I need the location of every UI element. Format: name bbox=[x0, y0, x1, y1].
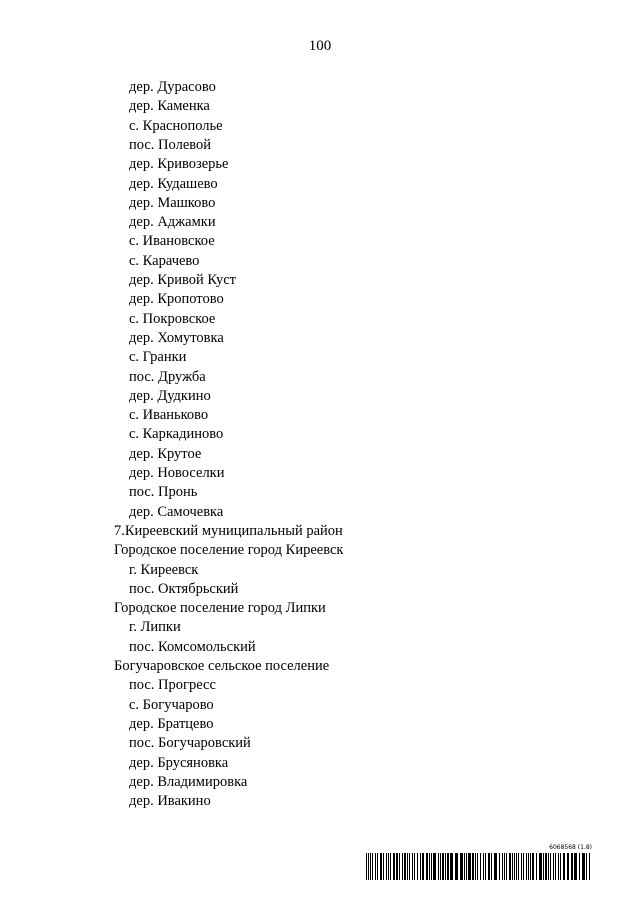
barcode-bar bbox=[516, 853, 517, 880]
settlement-item: с. Богучарово bbox=[129, 696, 214, 713]
section-heading: Городское поселение город Киреевск bbox=[114, 542, 344, 559]
barcode-bar bbox=[396, 853, 398, 880]
section-heading: Богучаровское сельское поселение bbox=[114, 658, 330, 674]
barcode-bar bbox=[383, 853, 384, 880]
barcode-bar bbox=[509, 853, 511, 880]
settlement-item: дер. Дудкино bbox=[129, 387, 211, 404]
barcode-bar bbox=[440, 853, 441, 880]
settlement-item: пос. Комсомольский bbox=[129, 638, 256, 655]
barcode-bar bbox=[370, 853, 371, 880]
barcode-bar bbox=[368, 853, 369, 880]
barcode-bar bbox=[589, 853, 590, 880]
barcode-bar bbox=[586, 853, 587, 880]
settlement-item: пос. Октябрьский bbox=[129, 580, 239, 597]
barcode-bar bbox=[543, 853, 544, 880]
settlement-item: дер. Аджамки bbox=[129, 214, 216, 231]
barcode-bar bbox=[504, 853, 505, 880]
barcode-bar bbox=[528, 853, 529, 880]
barcode-bar bbox=[491, 853, 492, 880]
settlement-item: дер. Брусяновка bbox=[129, 754, 229, 771]
barcode-bar bbox=[512, 853, 513, 880]
barcode-bar bbox=[472, 853, 474, 880]
barcode-bar bbox=[545, 853, 547, 880]
barcode-bar bbox=[404, 853, 406, 880]
settlement-item: с. Каркадиново bbox=[129, 426, 224, 443]
barcode-bar bbox=[555, 853, 556, 880]
barcode-bar bbox=[466, 853, 467, 880]
settlement-item: с. Карачево bbox=[129, 252, 200, 269]
barcode-bar bbox=[375, 853, 376, 880]
settlement-item: пос. Пронь bbox=[129, 484, 198, 501]
barcode-bar bbox=[414, 853, 415, 880]
barcode-bar bbox=[438, 853, 439, 880]
barcode-image bbox=[366, 853, 592, 880]
settlement-item: дер. Братцево bbox=[129, 715, 214, 732]
barcode-bar bbox=[488, 853, 490, 880]
barcode-bar bbox=[582, 853, 585, 880]
barcode-bar bbox=[480, 853, 481, 880]
settlement-item: дер. Ивакино bbox=[129, 793, 211, 810]
settlement-item: дер. Кудашево bbox=[129, 175, 218, 192]
barcode-bar bbox=[579, 853, 580, 880]
barcode-bar bbox=[366, 853, 367, 880]
barcode-bar bbox=[550, 853, 551, 880]
barcode-bar bbox=[420, 853, 421, 880]
barcode-bar bbox=[422, 853, 424, 880]
barcode-bar bbox=[442, 853, 444, 880]
barcode-bar bbox=[536, 853, 537, 880]
barcode-bar bbox=[450, 853, 453, 880]
barcode-bar bbox=[560, 853, 561, 880]
settlement-item: дер. Кропотово bbox=[129, 291, 224, 308]
settlement-item: дер. Каменка bbox=[129, 98, 210, 115]
barcode-bar bbox=[483, 853, 484, 880]
barcode-bar bbox=[402, 853, 403, 880]
barcode-bar bbox=[380, 853, 382, 880]
barcode-caption: 6068568 (1.8) bbox=[549, 844, 592, 851]
settlement-item: дер. Машково bbox=[129, 194, 216, 211]
barcode-bar bbox=[539, 853, 542, 880]
barcode-bar bbox=[567, 853, 569, 880]
barcode-bar bbox=[455, 853, 458, 880]
barcode-bar bbox=[558, 853, 559, 880]
barcode-bar bbox=[526, 853, 527, 880]
barcode-bar bbox=[393, 853, 395, 880]
barcode-bar bbox=[523, 853, 524, 880]
barcode-bar bbox=[390, 853, 391, 880]
settlement-item: дер. Самочевка bbox=[129, 503, 224, 520]
barcode-bar bbox=[372, 853, 373, 880]
barcode-bar bbox=[530, 853, 531, 880]
barcode-block bbox=[366, 844, 592, 880]
barcode-bar bbox=[409, 853, 410, 880]
barcode-bar bbox=[388, 853, 389, 880]
page-number: 100 bbox=[308, 38, 332, 54]
settlement-item: дер. Владимировка bbox=[129, 773, 248, 790]
barcode-bar bbox=[399, 853, 400, 880]
barcode-bar bbox=[412, 853, 413, 880]
settlement-item: дер. Крутое bbox=[129, 445, 202, 462]
barcode-bar bbox=[468, 853, 471, 880]
barcode-bar bbox=[377, 853, 378, 880]
barcode-bar bbox=[460, 853, 463, 880]
section-heading: 7.Киреевский муниципальный район bbox=[114, 522, 343, 539]
settlement-item: пос. Прогресс bbox=[129, 677, 216, 694]
settlement-item: дер. Дурасово bbox=[129, 79, 216, 95]
barcode-bar bbox=[494, 853, 497, 880]
barcode-bar bbox=[433, 853, 436, 880]
barcode-bar bbox=[426, 853, 428, 880]
barcode-bar bbox=[518, 853, 519, 880]
settlement-item: пос. Полевой bbox=[129, 136, 212, 153]
settlement-item: дер. Хомутовка bbox=[129, 329, 224, 346]
barcode-bar bbox=[506, 853, 507, 880]
barcode-bar bbox=[407, 853, 408, 880]
barcode-bar bbox=[477, 853, 478, 880]
barcode-bar bbox=[563, 853, 565, 880]
barcode-bar bbox=[445, 853, 446, 880]
barcode-bar bbox=[574, 853, 577, 880]
barcode-bar bbox=[571, 853, 573, 880]
section-heading: Городское поселение город Липки bbox=[114, 600, 326, 617]
barcode-bar bbox=[464, 853, 465, 880]
barcode-bar bbox=[475, 853, 476, 880]
barcode-bar bbox=[502, 853, 503, 880]
barcode-bar bbox=[431, 853, 432, 880]
barcode-bar bbox=[521, 853, 522, 880]
settlement-item: с. Ивановское bbox=[129, 233, 215, 250]
settlement-item: дер. Кривой Куст bbox=[129, 272, 236, 288]
settlement-item: с. Иваньково bbox=[129, 407, 209, 424]
settlement-item: пос. Дружба bbox=[129, 368, 206, 385]
barcode-bar bbox=[514, 853, 515, 880]
settlement-item: пос. Богучаровский bbox=[129, 735, 251, 752]
settlement-item: дер. Новоселки bbox=[129, 465, 225, 481]
barcode-bar bbox=[386, 853, 387, 880]
barcode-bar bbox=[417, 853, 418, 880]
settlement-item: с. Покровское bbox=[129, 310, 216, 327]
settlement-item: г. Киреевск bbox=[129, 561, 199, 578]
barcode-bar bbox=[499, 853, 500, 880]
settlement-item: с. Краснополье bbox=[129, 117, 223, 134]
barcode-bar bbox=[429, 853, 430, 880]
barcode-bar bbox=[447, 853, 449, 880]
barcode-bar bbox=[532, 853, 534, 880]
settlement-item: г. Липки bbox=[129, 619, 181, 636]
barcode-bar bbox=[548, 853, 549, 880]
barcode-bar bbox=[553, 853, 554, 880]
settlement-item: дер. Кривозерье bbox=[129, 156, 229, 173]
settlement-item: с. Гранки bbox=[129, 349, 187, 366]
barcode-bar bbox=[485, 853, 486, 880]
